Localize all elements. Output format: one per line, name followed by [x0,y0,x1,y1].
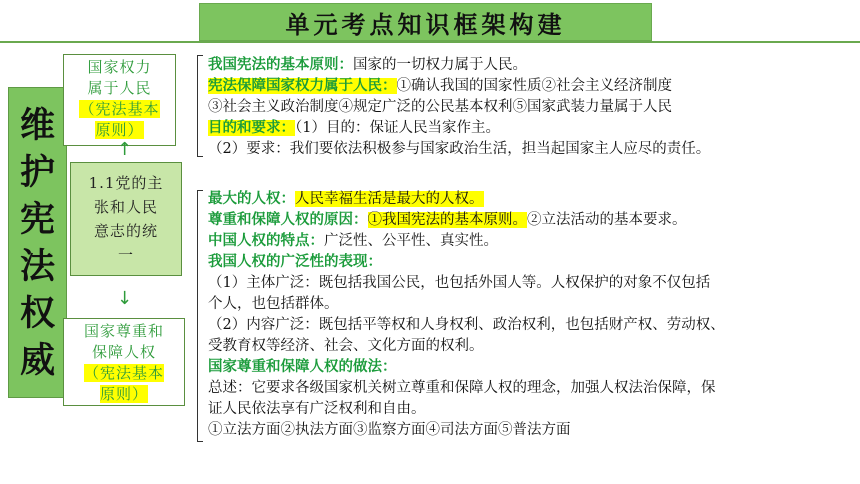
bracket-group-1 [197,55,203,157]
text: ③社会主义政治制度④规定广泛的公民基本权利⑤国家武装力量属于人民 [208,99,672,115]
side-label-char: 威 [19,339,55,381]
side-label-char: 法 [19,245,55,287]
content-line [208,357,397,378]
box-line: 意志的统 [93,222,158,240]
side-label-char: 维 [19,104,55,146]
title-divider [0,41,860,43]
box-line: 国家尊重和 [83,322,164,340]
text: （1）主体广泛：既包括我国公民，也包括外国人等。人权保护的对象不仅包括 [208,275,711,291]
box-line: 属于人民 [87,79,152,97]
content-line [208,378,716,399]
side-label-char: 宪 [19,198,55,240]
box-line: （宪法基本 [79,100,160,118]
content-line [208,118,500,139]
content-line [208,315,725,336]
principle-people-power-box [63,54,176,146]
box-line: 1.1党的主 [88,174,164,192]
text: ①立法方面②执法方面③监察方面④司法方面⑤普法方面 [208,422,571,438]
content-line [208,420,571,441]
content-line [208,76,672,97]
text: ②立法活动的基本要求。 [527,212,687,228]
text: 个人，也包括群体。 [208,296,339,312]
box-line: 张和人民 [93,198,158,216]
text: （1）目的：保证人民当家作主。 [295,120,500,136]
heading: 目的和要求： [208,120,295,136]
bracket-group-2 [197,190,203,442]
arrow-down-icon: ↓ [117,288,133,309]
text: 人民幸福生活是最大的人权。 [295,191,484,207]
page-title: 单元考点知识框架构建 [199,3,652,41]
box-line: 原则） [95,121,144,139]
text: 国家的一切权力属于人民。 [353,57,527,73]
content-line [208,336,484,357]
text: ①确认我国的国家性质②社会主义经济制度 [396,78,672,94]
heading: 最大的人权： [208,191,295,207]
party-people-unity-box [70,162,182,276]
box-line: （宪法基本 [83,364,164,382]
text: ①我国宪法的基本原则。 [367,212,527,228]
text: 证人民依法享有广泛权利和自由。 [208,401,426,417]
principle-human-rights-box [63,318,185,406]
box-line: 一 [117,246,134,264]
text: （2）内容广泛：既包括平等权和人身权利、政治权利，也包括财产权、劳动权、 [208,317,725,333]
text: （2）要求：我们要依法积极参与国家政治生活，担当起国家主人应尽的责任。 [208,141,711,157]
box-line: 原则） [99,385,148,403]
content-line [208,231,498,252]
content-line [208,210,687,231]
content-line [208,399,426,420]
content-line [208,139,710,160]
arrow-up-icon: ↑ [117,139,133,160]
box-line: 保障人权 [91,343,156,361]
heading: 我国人权的广泛性的表现： [208,254,382,270]
text: 广泛性、公平性、真实性。 [324,233,498,249]
content-line [208,252,382,273]
side-label-box [8,87,67,398]
heading: 尊重和保障人权的原因： [208,212,368,228]
heading: 宪法保障国家权力属于人民： [208,78,397,94]
side-label-char: 护 [19,151,55,193]
content-line [208,273,710,294]
side-label-char: 权 [19,292,55,334]
content-line [208,55,527,76]
content-line [208,294,339,315]
box-line: 国家权力 [87,58,152,76]
heading: 国家尊重和保障人权的做法： [208,359,397,375]
text: 总述：它要求各级国家机关树立尊重和保障人权的理念，加强人权法治保障，保 [208,380,716,396]
text: 受教育权等经济、社会、文化方面的权利。 [208,338,484,354]
heading: 中国人权的特点： [208,233,324,249]
content-line [208,189,484,210]
content-line [208,97,672,118]
heading: 我国宪法的基本原则： [208,57,353,73]
